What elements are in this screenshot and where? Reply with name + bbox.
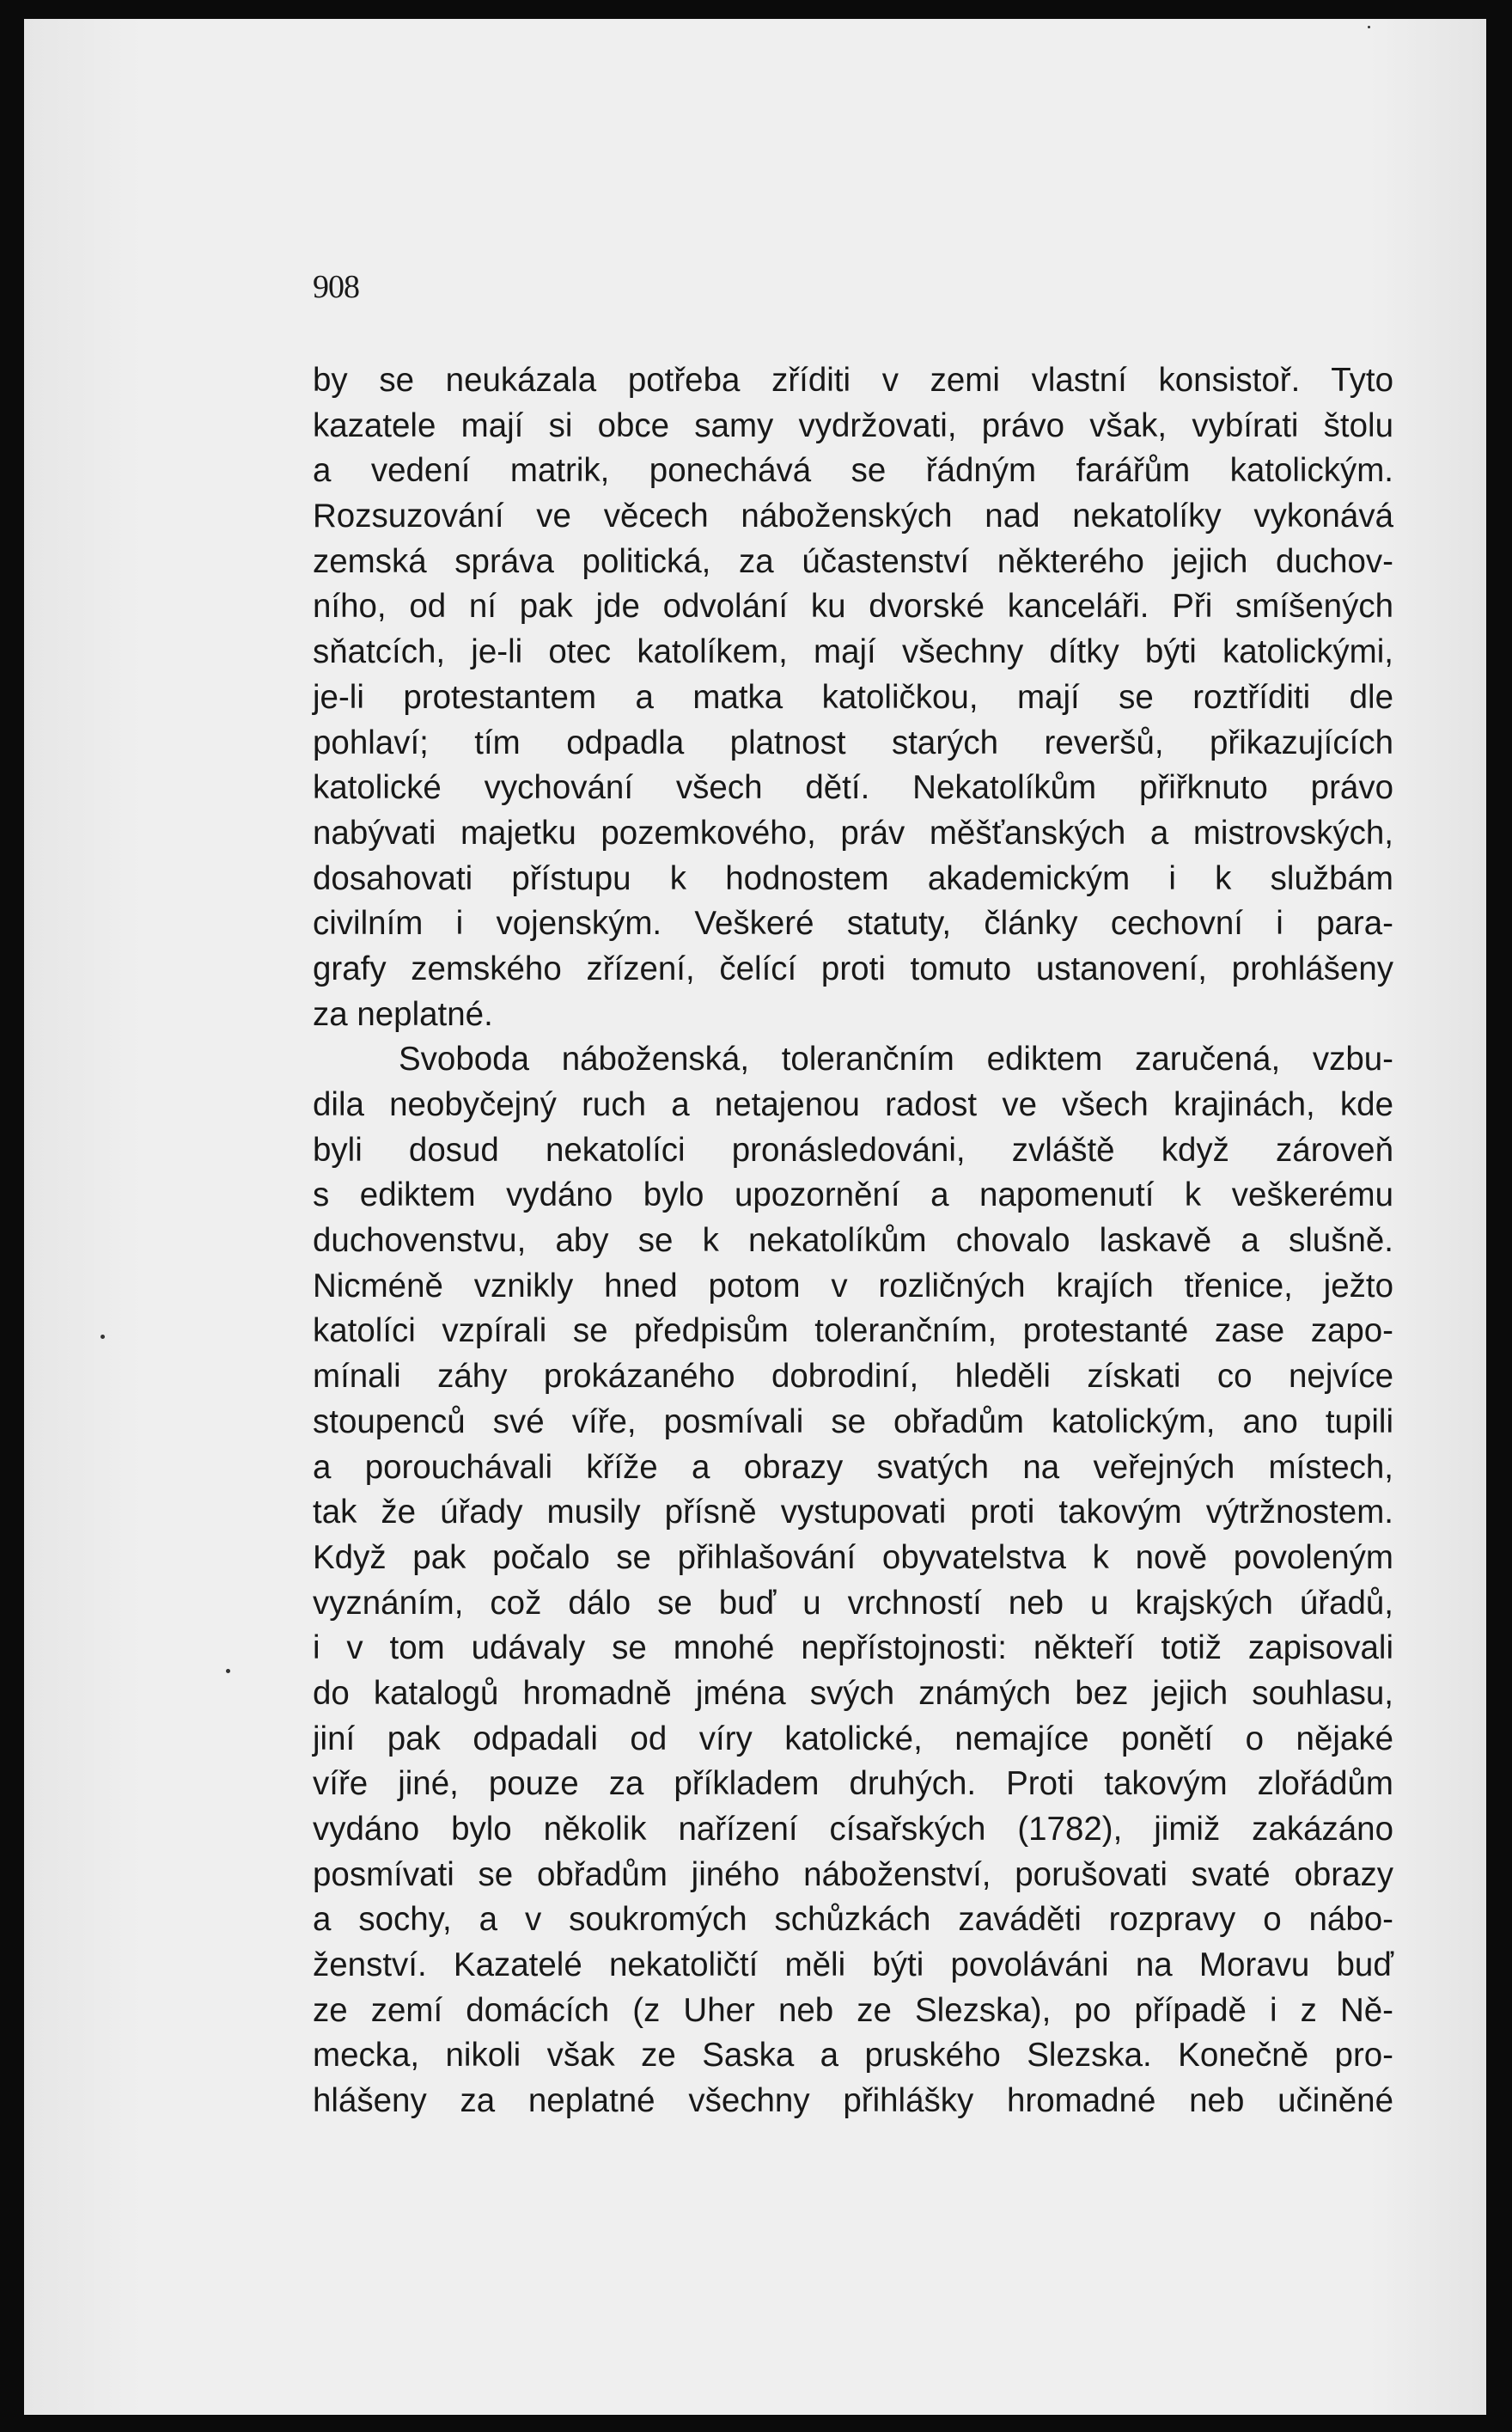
- text-line: stoupenců své víře, posmívali se obřadům katolickým, ano tupili: [313, 1402, 1393, 1440]
- text-line: kazatele mají si obce samy vydržovati, právo však, vybírati štolu: [313, 406, 1393, 444]
- book-page: [24, 19, 1486, 2415]
- text-line: ze zemí domácích (z Uher neb ze Slezska), po případě i z Ně-: [313, 1991, 1393, 2029]
- text-line: katolické vychování všech dětí. Nekatolíkům přiřknuto právo: [313, 769, 1393, 807]
- text-line: posmívati se obřadům jiného náboženství, porušovati svaté obrazy: [313, 1855, 1393, 1893]
- text-line: ženství. Kazatelé nekatoličtí měli býti povoláváni na Moravu buď: [313, 1946, 1393, 1984]
- text-line: katolíci vzpírali se předpisům tolerančním, protestanté zase zapo-: [313, 1312, 1393, 1350]
- text-line: a porouchávali kříže a obrazy svatých na veřejných místech,: [313, 1448, 1393, 1486]
- text-line: víře jiné, pouze za příkladem druhých. Proti takovým zlořádům: [313, 1765, 1393, 1803]
- scan-speck: [1368, 26, 1370, 28]
- text-line: hlášeny za neplatné všechny přihlášky hromadné neb učiněné: [313, 2082, 1393, 2120]
- text-line: vyznáním, což dálo se buď u vrchností neb u krajských úřadů,: [313, 1584, 1393, 1622]
- text-line: tak že úřady musily přísně vystupovati proti takovým výtržnostem.: [313, 1494, 1393, 1531]
- text-line: byli dosud nekatolíci pronásledováni, zvláště když zároveň: [313, 1131, 1393, 1169]
- text-line: dosahovati přístupu k hodnostem akademickým i k službám: [313, 859, 1393, 897]
- text-line: do katalogů hromadně jména svých známých bez jejich souhlasu,: [313, 1674, 1393, 1712]
- text-line: a sochy, a v soukromých schůzkách zaváděti rozpravy o nábo-: [313, 1901, 1393, 1939]
- text-line: Když pak počalo se přihlašování obyvatelstva k nově povoleným: [313, 1538, 1393, 1576]
- text-line: i v tom udávaly se mnohé nepřístojnosti: někteří totiž zapisovali: [313, 1629, 1393, 1667]
- scan-speck: [101, 1335, 105, 1339]
- text-line: Nicméně vznikly hned potom v rozličných krajích třenice, ježto: [313, 1267, 1393, 1305]
- text-line: mecka, nikoli však ze Saska a pruského Slezska. Konečně pro-: [313, 2037, 1393, 2075]
- text-line: zemská správa politická, za účastenství některého jejich duchov-: [313, 542, 1393, 580]
- text-line: duchovenstvu, aby se k nekatolíkům chovalo laskavě a slušně.: [313, 1222, 1393, 1260]
- text-line: dila neobyčejný ruch a netajenou radost ve všech krajinách, kde: [313, 1086, 1393, 1123]
- text-line: sňatcích, je-li otec katolíkem, mají všechny dítky býti katolickými,: [313, 633, 1393, 671]
- text-line: Svoboda náboženská, tolerančním ediktem zaručená, vzbu-: [399, 1041, 1393, 1079]
- text-line: mínali záhy prokázaného dobrodiní, hleděli získati co nejvíce: [313, 1358, 1393, 1396]
- text-line: grafy zemského zřízení, čelící proti tomuto ustanovení, prohlášeny: [313, 950, 1393, 987]
- scan-speck: [226, 1669, 230, 1673]
- page-number: 908: [313, 269, 359, 305]
- body-text: [313, 358, 1393, 2124]
- text-line: pohlaví; tím odpadla platnost starých reveršů, přikazujících: [313, 724, 1393, 761]
- text-line: by se neukázala potřeba zříditi v zemi vlastní konsistoř. Tyto: [313, 362, 1393, 399]
- text-line: za neplatné.: [313, 995, 493, 1033]
- text-line: ního, od ní pak jde odvolání ku dvorské kanceláři. Při smíšených: [313, 588, 1393, 626]
- text-line: je-li protestantem a matka katoličkou, mají se roztříditi dle: [313, 678, 1393, 716]
- text-line: nabývati majetku pozemkového, práv měšťanských a mistrovských,: [313, 814, 1393, 852]
- text-line: jiní pak odpadali od víry katolické, nemajíce ponětí o nějaké: [313, 1720, 1393, 1757]
- text-line: s ediktem vydáno bylo upozornění a napomenutí k veškerému: [313, 1176, 1393, 1214]
- text-line: vydáno bylo několik nařízení císařských (1782), jimiž zakázáno: [313, 1811, 1393, 1848]
- text-line: Rozsuzování ve věcech náboženských nad nekatolíky vykonává: [313, 498, 1393, 535]
- text-line: civilním i vojenským. Veškeré statuty, články cechovní i para-: [313, 905, 1393, 943]
- text-line: a vedení matrik, ponechává se řádným farářům katolickým.: [313, 452, 1393, 490]
